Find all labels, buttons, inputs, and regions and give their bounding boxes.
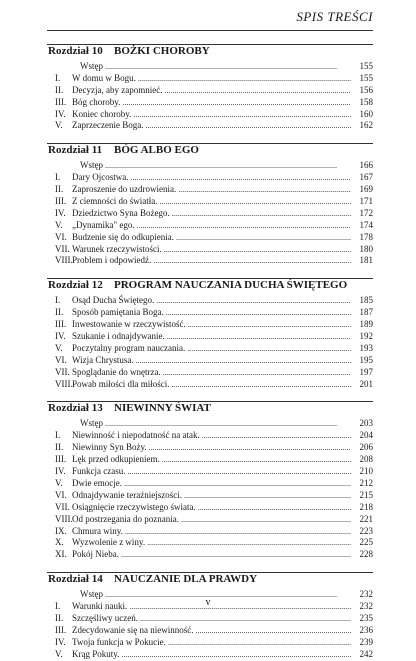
- dot-leader: [181, 514, 351, 526]
- entry-title: Z ciemności do światła.: [72, 196, 158, 207]
- entry-page-number: 192: [359, 331, 373, 342]
- entry-page-number: 189: [359, 319, 373, 330]
- entry-title: Chmura winy.: [72, 525, 123, 536]
- entry-page-number: 210: [359, 466, 373, 477]
- entry-title: Spoglądanie do wnętrza.: [72, 366, 161, 377]
- entry-title: Sposób pamiętania Boga.: [72, 307, 164, 318]
- toc-entry[interactable]: [47, 454, 373, 466]
- toc-entry[interactable]: [47, 184, 373, 196]
- dot-leader: [127, 466, 351, 478]
- entry-page-number: 178: [359, 231, 373, 242]
- toc-entry[interactable]: [47, 490, 373, 502]
- dot-leader: [176, 232, 351, 244]
- entry-page-number: 203: [359, 418, 373, 429]
- entry-title: Twoja funkcja w Pokucie.: [72, 636, 166, 647]
- dot-leader: [136, 355, 351, 367]
- entry-numeral: II.: [55, 307, 64, 318]
- entry-title: Problem i odpowiedź.: [72, 255, 152, 266]
- dot-leader: [133, 109, 351, 121]
- entry-numeral: IX.: [55, 525, 67, 536]
- entry-page-number: 206: [359, 442, 373, 453]
- toc-entry[interactable]: [47, 85, 373, 97]
- toc-entry[interactable]: [47, 430, 373, 442]
- entry-page-number: 197: [359, 366, 373, 377]
- dot-leader: [121, 549, 351, 561]
- entry-title: Odnajdywanie teraźniejszości.: [72, 489, 182, 500]
- entry-page-number: 242: [359, 648, 373, 659]
- entry-page-number: 181: [359, 255, 373, 266]
- entry-page-number: 160: [359, 108, 373, 119]
- toc-entry[interactable]: [47, 331, 373, 343]
- toc-entry[interactable]: [47, 244, 373, 256]
- entry-numeral: VII.: [55, 366, 70, 377]
- entry-page-number: 155: [359, 61, 373, 71]
- entry-numeral: V.: [55, 342, 63, 353]
- dot-leader: [172, 379, 352, 391]
- entry-title: Bóg choroby.: [72, 96, 121, 107]
- dot-leader: [105, 61, 351, 73]
- entry-page-number: 223: [359, 525, 373, 536]
- entry-title: Inwestowanie w rzeczywistość.: [72, 319, 186, 330]
- entry-page-number: 228: [359, 549, 373, 560]
- entry-page-number: 221: [359, 513, 373, 524]
- chapter-section: [47, 143, 373, 267]
- entry-title: „Dynamika" ego.: [72, 219, 135, 230]
- dot-leader: [162, 454, 351, 466]
- dot-leader: [198, 502, 351, 514]
- entry-numeral: V.: [55, 648, 63, 659]
- chapter-title: NIEWINNY ŚWIAT: [114, 402, 211, 415]
- dot-leader: [178, 184, 351, 196]
- chapter-heading: [47, 573, 373, 587]
- chapter-section: [47, 572, 373, 660]
- entry-title: Decyzja, aby zapomnieć.: [72, 84, 163, 95]
- entry-numeral: III.: [55, 196, 67, 207]
- entry-page-number: 193: [359, 342, 373, 353]
- entry-title: Zaprzeczenie Boga.: [72, 120, 144, 131]
- toc-entry[interactable]: [47, 514, 373, 526]
- chapter-label: Rozdział 11: [48, 144, 103, 157]
- dot-leader: [130, 172, 351, 184]
- entry-title: Warunek rzeczywistości.: [72, 243, 162, 254]
- entry-page-number: 155: [359, 72, 373, 83]
- toc-entry[interactable]: [47, 379, 373, 391]
- entry-page-number: 171: [359, 196, 373, 207]
- entry-page-number: 235: [359, 612, 373, 623]
- entry-title: Krąg Pokuty.: [72, 648, 120, 659]
- dot-leader: [138, 73, 351, 85]
- dot-leader: [172, 208, 351, 220]
- chapter-title: PROGRAM NAUCZANIA DUCHA ŚWIĘTEGO: [114, 279, 348, 292]
- toc-entry[interactable]: [47, 232, 373, 244]
- entry-title: Zdecydowanie się na niewinność.: [72, 624, 194, 635]
- entry-page-number: 212: [359, 477, 373, 488]
- toc-entry[interactable]: [47, 502, 373, 514]
- page-number: v: [205, 597, 211, 608]
- dot-leader: [140, 613, 351, 625]
- chapter-title: BOŻKI CHOROBY: [114, 45, 210, 57]
- entry-numeral: VI.: [55, 354, 67, 365]
- dot-leader: [121, 649, 351, 661]
- entry-title: Koniec choroby.: [72, 108, 132, 119]
- toc-entry[interactable]: [47, 160, 373, 172]
- dot-leader: [159, 196, 351, 208]
- dot-leader: [145, 120, 351, 132]
- toc-entry[interactable]: [47, 255, 373, 267]
- entry-numeral: VII.: [55, 243, 70, 254]
- entry-numeral: II.: [55, 184, 64, 195]
- entry-title: Od postrzegania do poznania.: [72, 513, 179, 524]
- toc-entry[interactable]: [47, 295, 373, 307]
- entry-title: Niewinność i niepodatność na atak.: [72, 430, 200, 441]
- toc-entry[interactable]: [47, 307, 373, 319]
- entry-title: Wstęp: [80, 61, 103, 71]
- entry-numeral: III.: [55, 454, 67, 465]
- entry-page-number: 162: [359, 120, 373, 131]
- entry-numeral: XI.: [55, 549, 67, 560]
- toc-entry[interactable]: [47, 526, 373, 538]
- entry-page-number: 172: [359, 207, 373, 218]
- toc-entry[interactable]: [47, 637, 373, 649]
- toc-entry[interactable]: [47, 613, 373, 625]
- entry-numeral: III.: [55, 624, 67, 635]
- dot-leader: [166, 307, 351, 319]
- dot-leader: [164, 85, 351, 97]
- toc-entry[interactable]: [47, 466, 373, 478]
- entry-numeral: I.: [55, 72, 61, 83]
- entry-numeral: IV.: [55, 636, 66, 647]
- chapter-section: [47, 278, 373, 390]
- entry-title: Zaproszenie do uzdrowienia.: [72, 184, 177, 195]
- chapter-section: [47, 401, 373, 561]
- chapter-heading: [47, 144, 373, 158]
- entry-numeral: IV.: [55, 108, 66, 119]
- toc-entry[interactable]: [47, 649, 373, 661]
- toc-entry[interactable]: [47, 343, 373, 355]
- toc-entry[interactable]: [47, 196, 373, 208]
- entry-page-number: 204: [359, 430, 373, 441]
- chapter-label: Rozdział 14: [48, 573, 103, 586]
- entry-title: Dwie emocje.: [72, 477, 122, 488]
- entry-title: Szczęśliwy uczeń.: [72, 612, 138, 623]
- dot-leader: [149, 442, 351, 454]
- entry-numeral: II.: [55, 612, 64, 623]
- dot-leader: [153, 255, 351, 267]
- dot-leader: [124, 478, 351, 490]
- dot-leader: [188, 319, 351, 331]
- entry-page-number: 225: [359, 537, 373, 548]
- entry-numeral: V.: [55, 219, 63, 230]
- entry-page-number: 195: [359, 354, 373, 365]
- dot-leader: [202, 430, 351, 442]
- chapter-label: Rozdział 12: [48, 279, 103, 292]
- entry-title: Szukanie i odnajdywanie.: [72, 331, 165, 342]
- toc-entry[interactable]: [47, 537, 373, 549]
- entry-title: Wstęp: [80, 160, 103, 171]
- dot-leader: [156, 295, 351, 307]
- dot-leader: [195, 625, 351, 637]
- table-of-contents: [47, 42, 373, 661]
- entry-numeral: VI.: [55, 231, 67, 242]
- toc-entry[interactable]: [47, 120, 373, 132]
- entry-title: Dary Ojcostwa.: [72, 172, 129, 183]
- dot-leader: [105, 160, 351, 172]
- entry-numeral: VIII.: [55, 378, 73, 389]
- chapter-section: [47, 44, 373, 132]
- entry-numeral: IV.: [55, 207, 66, 218]
- dot-leader: [184, 490, 351, 502]
- toc-entry[interactable]: [47, 61, 373, 73]
- toc-entry[interactable]: [47, 208, 373, 220]
- chapter-title: BÓG ALBO EGO: [114, 144, 199, 157]
- entry-title: Osąd Ducha Świętego.: [72, 295, 155, 306]
- entry-title: Powab miłości dla miłości.: [72, 378, 170, 389]
- entry-numeral: III.: [55, 96, 67, 107]
- dot-leader: [164, 244, 351, 256]
- dot-leader: [137, 220, 351, 232]
- entry-page-number: 218: [359, 501, 373, 512]
- dot-leader: [163, 367, 351, 379]
- entry-numeral: IV.: [55, 466, 66, 477]
- toc-entry[interactable]: [47, 319, 373, 331]
- entry-title: Funkcja czasu.: [72, 466, 126, 477]
- entry-title: Wyzwolenie z winy.: [72, 537, 146, 548]
- chapter-label: Rozdział 13: [48, 402, 103, 415]
- entry-numeral: I.: [55, 295, 61, 306]
- entry-title: Wizja Chrystusa.: [72, 354, 134, 365]
- entry-numeral: VII.: [55, 501, 70, 512]
- entry-numeral: V.: [55, 120, 63, 131]
- toc-entry[interactable]: [47, 97, 373, 109]
- entry-numeral: III.: [55, 319, 67, 330]
- entry-title: Budzenie się do odkupienia.: [72, 231, 174, 242]
- dot-leader: [105, 418, 351, 430]
- entry-page-number: 174: [359, 219, 373, 230]
- dot-leader: [168, 637, 351, 649]
- entry-page-number: 232: [359, 589, 373, 600]
- chapter-title: NAUCZANIE DLA PRAWDY: [114, 573, 258, 586]
- entry-title: Wstęp: [80, 589, 103, 600]
- toc-entry[interactable]: [47, 418, 373, 430]
- entry-page-number: 185: [359, 295, 373, 306]
- toc-entry[interactable]: [47, 478, 373, 490]
- dot-leader: [167, 331, 351, 343]
- toc-entry[interactable]: [47, 355, 373, 367]
- entry-numeral: X.: [55, 537, 64, 548]
- page-header: [47, 0, 373, 31]
- toc-entry[interactable]: [47, 367, 373, 379]
- entry-numeral: VI.: [55, 489, 67, 500]
- entry-numeral: VIII.: [55, 513, 73, 524]
- entry-title: Wstęp: [80, 418, 103, 429]
- entry-numeral: II.: [55, 84, 64, 95]
- chapter-label: Rozdział 10: [48, 45, 103, 57]
- entry-page-number: 236: [359, 624, 373, 635]
- toc-entry[interactable]: [47, 73, 373, 85]
- toc-entry[interactable]: [47, 549, 373, 561]
- entry-numeral: IV.: [55, 331, 66, 342]
- dot-leader: [147, 537, 351, 549]
- entry-numeral: I.: [55, 172, 61, 183]
- header-title: SPIS TREŚCI: [296, 9, 373, 24]
- entry-page-number: 166: [359, 160, 373, 171]
- entry-title: Lęk przed odkupieniem.: [72, 454, 160, 465]
- entry-page-number: 215: [359, 489, 373, 500]
- entry-numeral: V.: [55, 477, 63, 488]
- entry-numeral: I.: [55, 601, 61, 612]
- toc-entry[interactable]: [47, 172, 373, 184]
- toc-entry[interactable]: [47, 109, 373, 121]
- entry-page-number: 180: [359, 243, 373, 254]
- entry-title: Poczytalny program nauczania.: [72, 342, 186, 353]
- dot-leader: [122, 97, 351, 109]
- entry-page-number: 232: [359, 601, 373, 612]
- dot-leader: [125, 526, 351, 538]
- entry-title: W domu w Bogu.: [72, 72, 136, 83]
- toc-entry[interactable]: [47, 442, 373, 454]
- entry-title: Osiągnięcie rzeczywistego świata.: [72, 501, 196, 512]
- entry-title: Warunki nauki.: [72, 601, 128, 612]
- entry-page-number: 201: [359, 378, 373, 389]
- entry-page-number: 158: [359, 96, 373, 107]
- entry-page-number: 187: [359, 307, 373, 318]
- entry-page-number: 169: [359, 184, 373, 195]
- dot-leader: [187, 343, 351, 355]
- chapter-heading: [47, 402, 373, 416]
- entry-numeral: VIII.: [55, 255, 73, 266]
- entry-page-number: 208: [359, 454, 373, 465]
- entry-page-number: 156: [359, 84, 373, 95]
- toc-entry[interactable]: [47, 220, 373, 232]
- toc-entry[interactable]: [47, 625, 373, 637]
- chapter-heading: [47, 279, 373, 293]
- entry-page-number: 167: [359, 172, 373, 183]
- entry-title: Niewinny Syn Boży.: [72, 442, 147, 453]
- entry-title: Pokój Nieba.: [72, 549, 119, 560]
- entry-title: Dziedzictwo Syna Bożego.: [72, 207, 170, 218]
- entry-numeral: II.: [55, 442, 64, 453]
- chapter-heading: [47, 45, 373, 59]
- entry-numeral: I.: [55, 430, 61, 441]
- entry-page-number: 239: [359, 636, 373, 647]
